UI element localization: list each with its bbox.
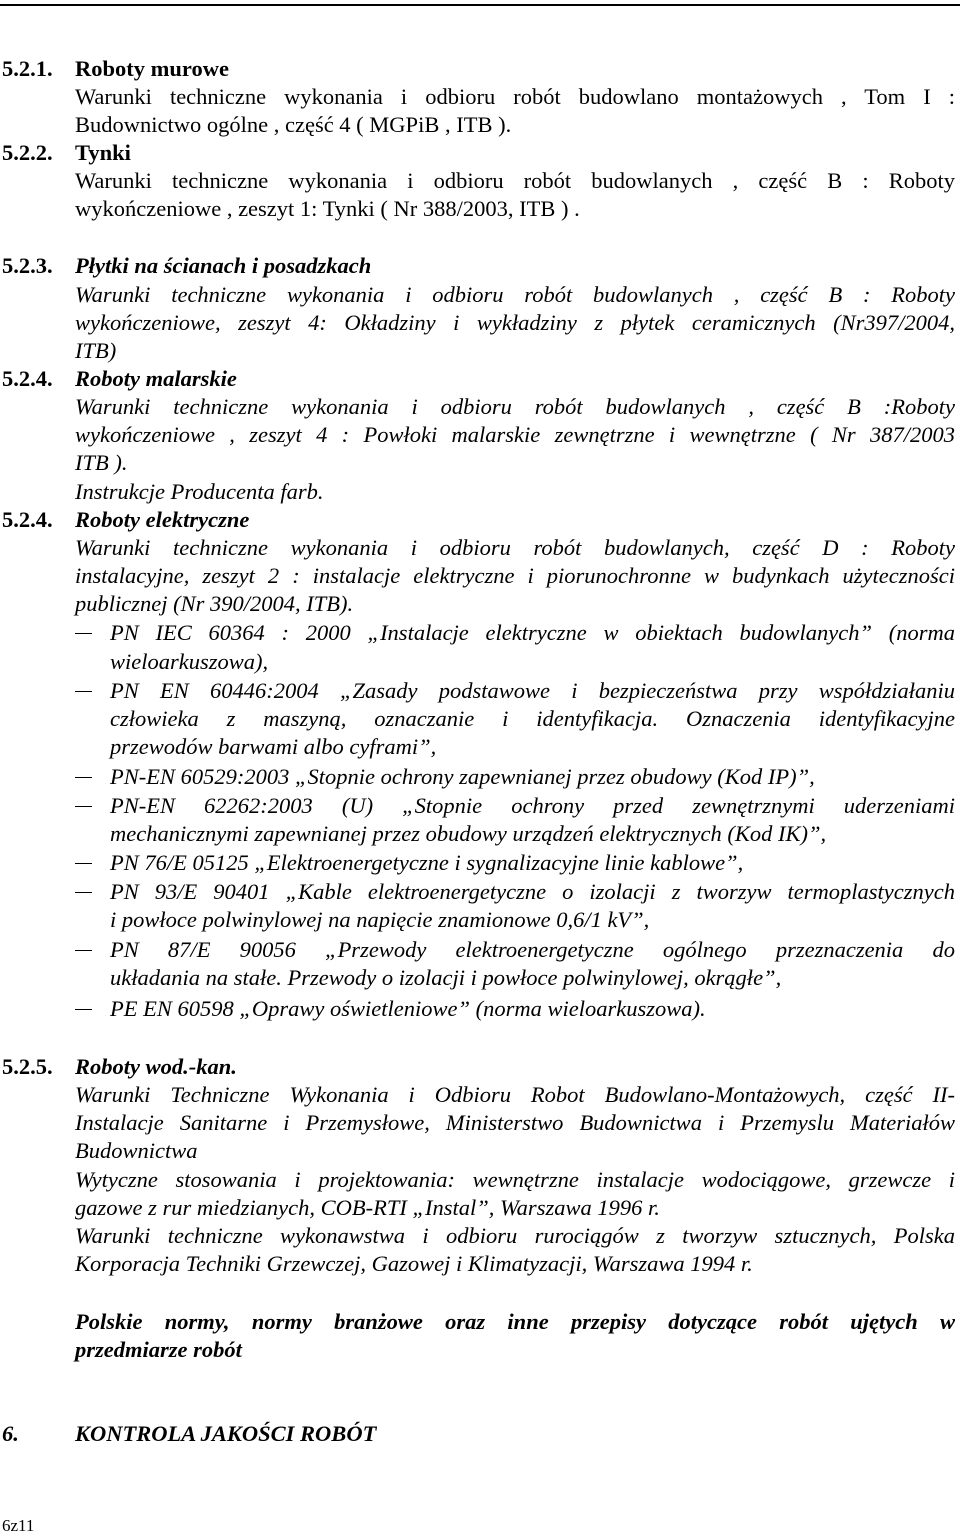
section-title-roboty-elektryczne: Roboty elektryczne <box>75 507 250 532</box>
dash-bullet-icon <box>75 1009 92 1010</box>
dash-bullet-icon <box>75 863 92 864</box>
section-number: 5.2.3. <box>2 253 53 278</box>
norms-heading: Polskie normy, normy branżowe oraz inne przepisy dotyczące robót ujętych w <box>75 1309 955 1334</box>
page-number: 6z11 <box>2 1516 35 1535</box>
section-text: Instrukcje Producenta farb. <box>75 479 324 504</box>
norm-item: mechanicznymi zapewnianej przez obudowy urządzeń elektrycznych (Kod IK)”, <box>110 821 827 846</box>
section-number: 5.2.4. <box>2 507 53 532</box>
section-number: 5.2.2. <box>2 140 53 165</box>
section-text: ITB ). <box>75 450 128 475</box>
section-text: ITB) <box>75 338 117 363</box>
section-text: Budownictwo ogólne , część 4 ( MGPiB , ITB ). <box>75 112 512 137</box>
norm-item: PN 93/E 90401 „Kable elektroenergetyczne o izolacji z tworzyw termoplastycznych <box>110 879 955 904</box>
section-text: Wytyczne stosowania i projektowania: wewnętrzne instalacje wodociągowe, grzewcze i <box>75 1167 955 1192</box>
section-text: Warunki techniczne wykonawstwa i odbioru rurociągów z tworzyw sztucznych, Polska <box>75 1223 955 1248</box>
section-title-roboty-murowe: Roboty murowe <box>75 56 229 81</box>
norms-heading: przedmiarze robót <box>75 1337 242 1362</box>
norm-item: PN 87/E 90056 „Przewody elektroenergetyczne ogólnego przeznaczenia do <box>110 937 955 962</box>
section-text: Korporacja Techniki Grzewczej, Gazowej i Klimatyzacji, Warszawa 1994 r. <box>75 1251 753 1276</box>
section-text: Warunki techniczne wykonania i odbioru robót budowlano montażowych , Tom I : <box>75 84 955 109</box>
section-title-tynki: Tynki <box>75 140 131 165</box>
dash-bullet-icon <box>75 806 92 807</box>
section-title-roboty-wod-kan: Roboty wod.-kan. <box>75 1054 237 1079</box>
section-text: Warunki techniczne wykonania i odbioru robót budowlanych, część D : Roboty <box>75 535 955 560</box>
norm-item: przewodów barwami albo cyframi”, <box>110 734 437 759</box>
dash-bullet-icon <box>75 633 92 634</box>
section-text: Warunki Techniczne Wykonania i Odbioru Robot Budowlano-Montażowych, część II- <box>75 1082 955 1107</box>
dash-bullet-icon <box>75 777 92 778</box>
section-number: 5.2.5. <box>2 1054 53 1079</box>
norm-item: PN EN 60446:2004 „Zasady podstawowe i bezpieczeństwa przy współdziałaniu <box>110 678 955 703</box>
norm-item: układania na stałe. Przewody o izolacji i powłoce polwinylowej, okrągłe”, <box>110 965 782 990</box>
section-text: instalacyjne, zeszyt 2 : instalacje elektryczne i piorunochronne w budynkach użyteczności <box>75 563 955 588</box>
top-rule <box>0 4 960 6</box>
norm-item: PN IEC 60364 : 2000 „Instalacje elektryczne w obiektach budowlanych” (norma <box>110 620 955 645</box>
dash-bullet-icon <box>75 691 92 692</box>
section-text: Warunki techniczne wykonania i odbioru robót budowlanych , część B :Roboty <box>75 394 955 419</box>
norm-item: PN-EN 60529:2003 „Stopnie ochrony zapewnianej przez obudowy (Kod IP)”, <box>110 764 815 789</box>
norm-item: PE EN 60598 „Oprawy oświetleniowe” (norma wieloarkuszowa). <box>110 996 706 1021</box>
norm-item: wieloarkuszowa), <box>110 649 269 674</box>
norm-item: PN 76/E 05125 „Elektroenergetyczne i sygnalizacyjne linie kablowe”, <box>110 850 744 875</box>
section-text: Instalacje Sanitarne i Przemysłowe, Ministerstwo Budownictwa i Przemyslu Materiałów <box>75 1110 955 1135</box>
section-title-plytki: Płytki na ścianach i posadzkach <box>75 253 372 278</box>
section-text: wykończeniowe , zeszyt 4 : Powłoki malarskie zewnętrzne i wewnętrzne ( Nr 387/2003 <box>75 422 955 447</box>
section-text: gazowe z rur miedzianych, COB-RTI „Instal”, Warszawa 1996 r. <box>75 1195 660 1220</box>
norm-item: i powłoce polwinylowej na napięcie znamionowe 0,6/1 kV”, <box>110 907 650 932</box>
section-number: 5.2.1. <box>2 56 53 81</box>
section-number: 5.2.4. <box>2 366 53 391</box>
dash-bullet-icon <box>75 892 92 893</box>
section-text: Warunki techniczne wykonania i odbioru robót budowlanych , część B : Roboty <box>75 282 955 307</box>
chapter-number: 6. <box>2 1421 19 1446</box>
section-text: wykończeniowe, zeszyt 4: Okładziny i wykładziny z płytek ceramicznych (Nr397/2004, <box>75 310 955 335</box>
section-text: Budownictwa <box>75 1138 198 1163</box>
dash-bullet-icon <box>75 950 92 951</box>
section-text: wykończeniowe , zeszyt 1: Tynki ( Nr 388/2003, ITB ) . <box>75 196 580 221</box>
section-text: Warunki techniczne wykonania i odbioru robót budowlanych , część B : Roboty <box>75 168 955 193</box>
norm-item: PN-EN 62262:2003 (U) „Stopnie ochrony przed zewnętrznymi uderzeniami <box>110 793 955 818</box>
chapter-title: KONTROLA JAKOŚCI ROBÓT <box>75 1421 377 1446</box>
norm-item: człowieka z maszyną, oznaczanie i identyfikacja. Oznaczenia identyfikacyjne <box>110 706 955 731</box>
section-title-roboty-malarskie: Roboty malarskie <box>75 366 237 391</box>
section-text: publicznej (Nr 390/2004, ITB). <box>75 591 354 616</box>
